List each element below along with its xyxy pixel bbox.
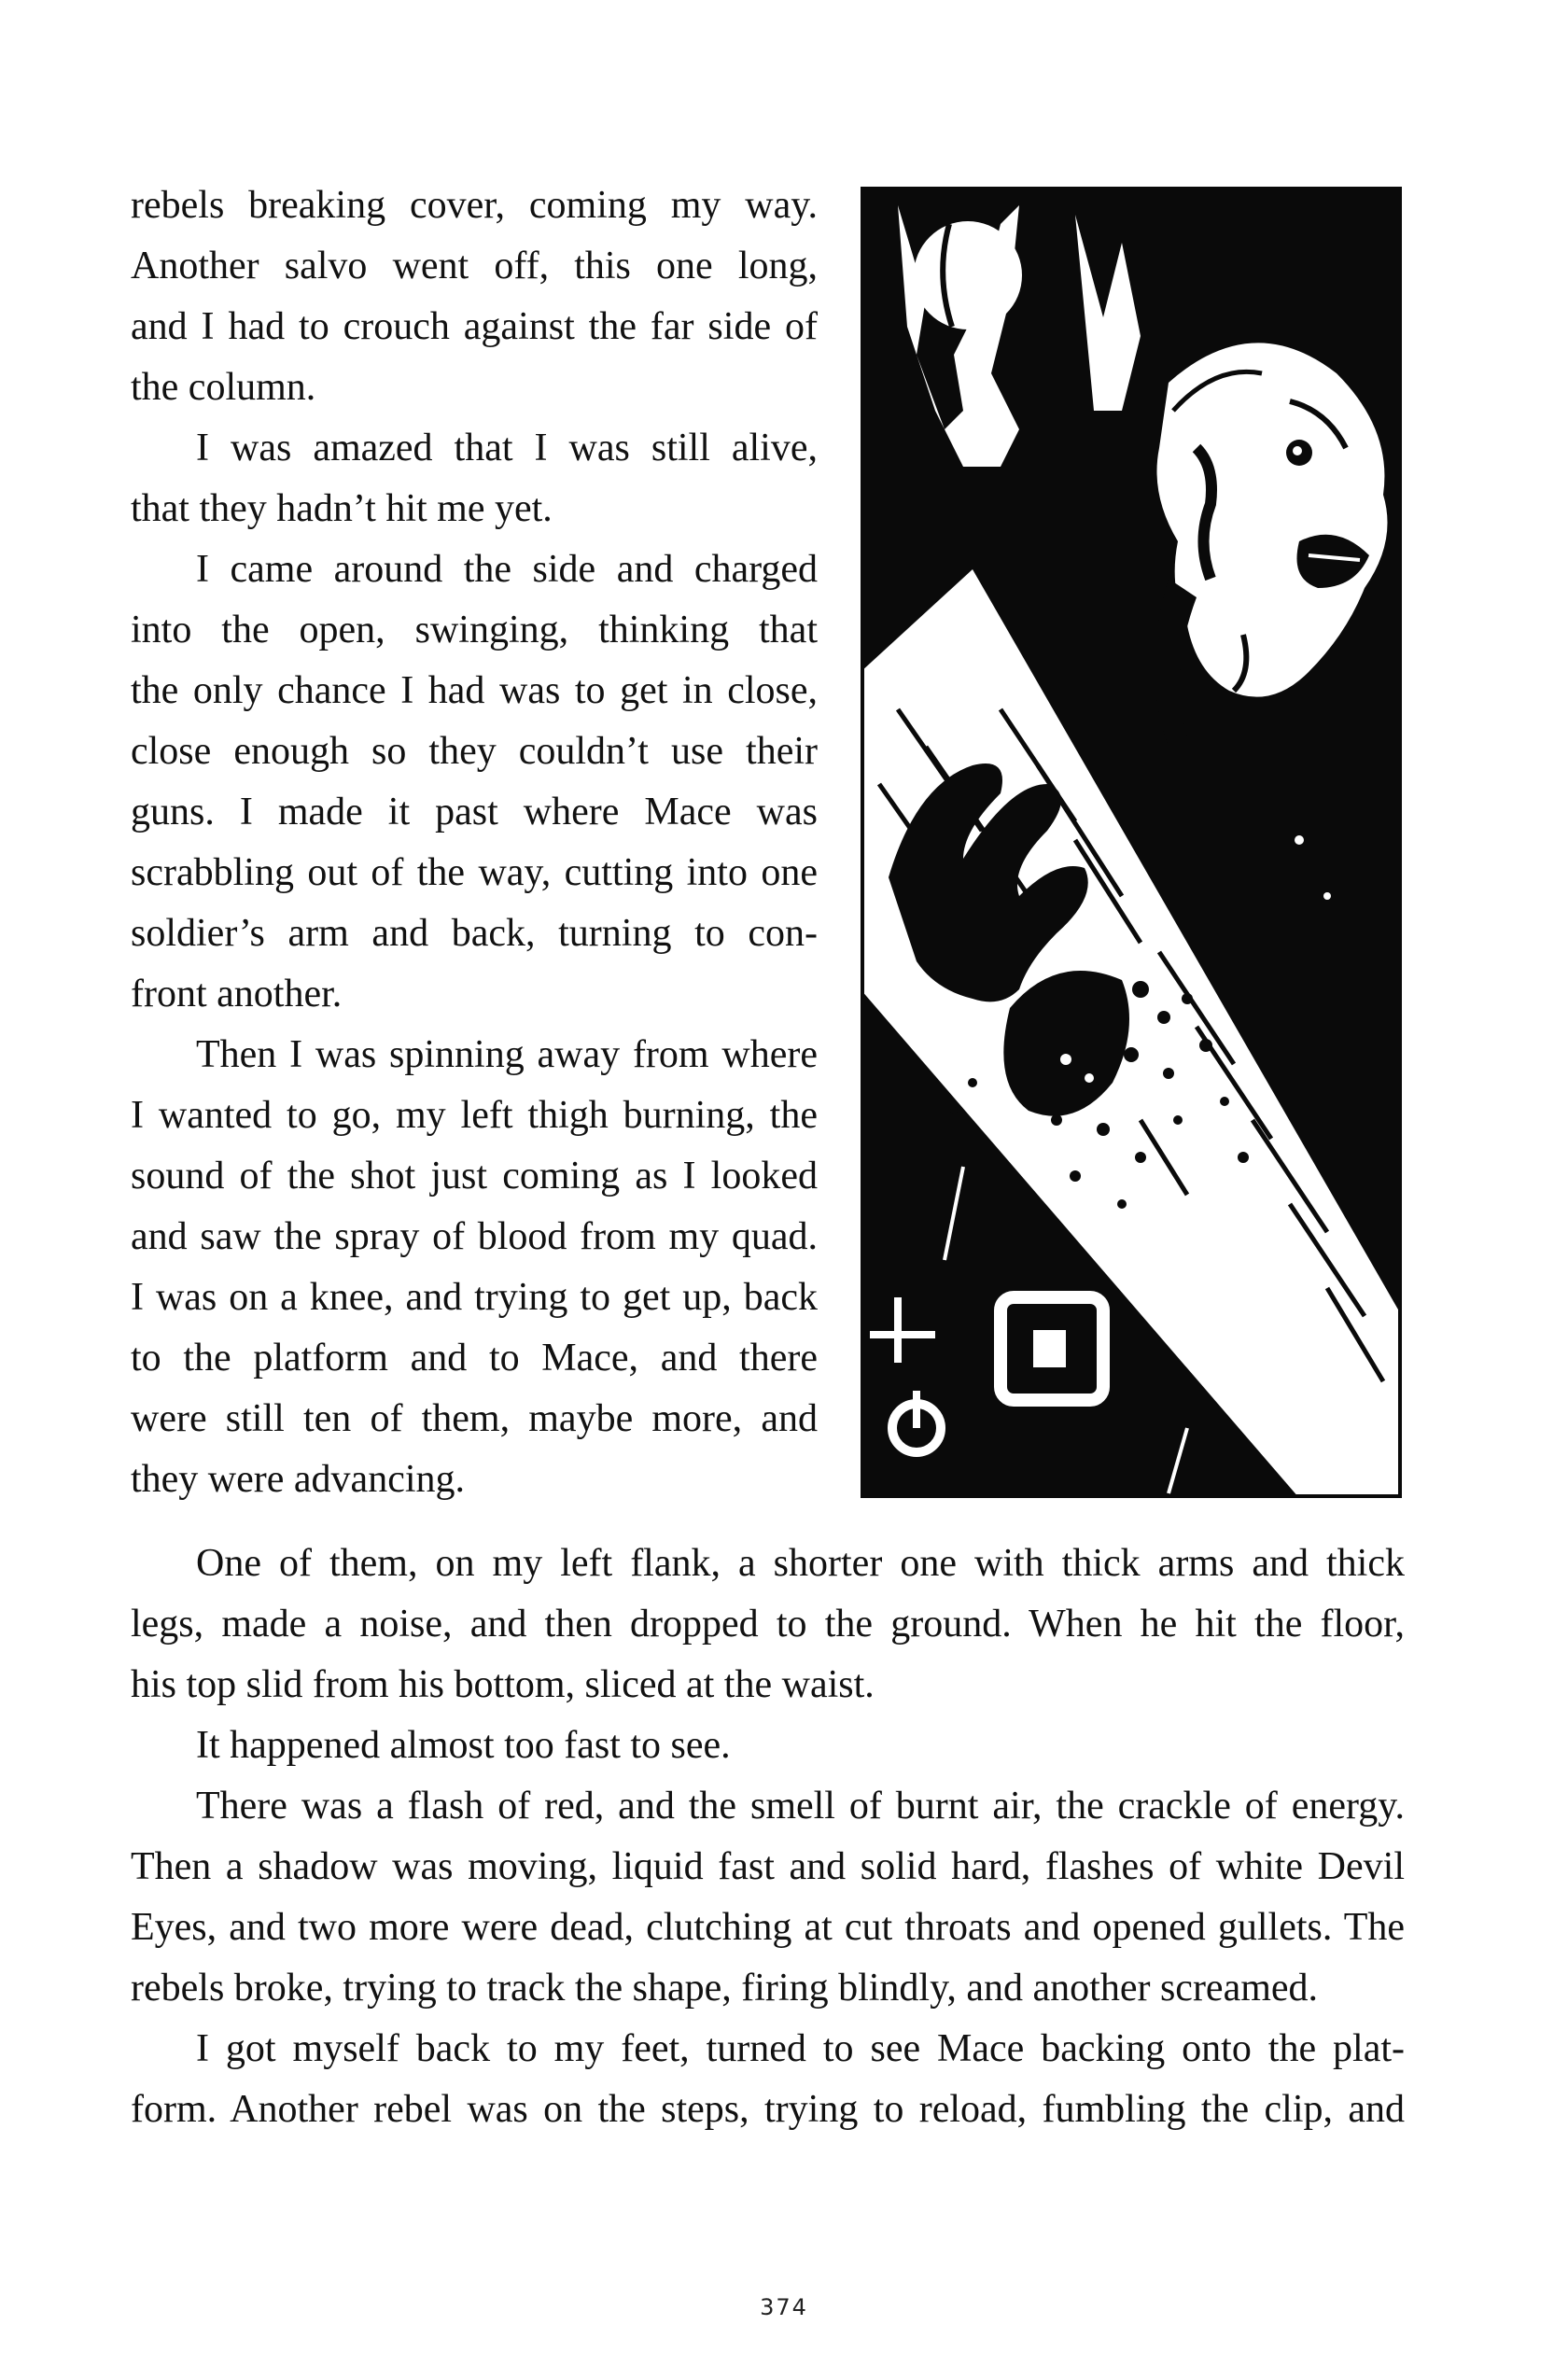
text-line: There was a flash of red, and the smell of burnt air, the crackle of energy. xyxy=(196,1785,1405,1828)
text-line: front another. xyxy=(131,973,343,1015)
text-line: Eyes, and two more were dead, clutching at cut throats and opened gullets. The xyxy=(131,1906,1405,1949)
text-line: I was amazed that I was still alive, xyxy=(196,427,818,469)
text-line: they were advancing. xyxy=(131,1458,466,1501)
text-line: guns. I made it past where Mace was xyxy=(131,791,818,833)
text-line: and saw the spray of blood from my quad. xyxy=(131,1215,818,1258)
text-line: I was on a knee, and trying to get up, back xyxy=(131,1276,818,1319)
text-line: the column. xyxy=(131,366,316,409)
text-line: and I had to crouch against the far side of xyxy=(131,305,818,348)
text-line: were still ten of them, maybe more, and xyxy=(131,1397,818,1440)
text-line: One of them, on my left flank, a shorter one with thick arms and thick xyxy=(196,1542,1405,1585)
text-line: legs, made a noise, and then dropped to the ground. When he hit the floor, xyxy=(131,1603,1405,1646)
text-line: sound of the shot just coming as I looked xyxy=(131,1155,818,1198)
text-line: his top slid from his bottom, sliced at the waist. xyxy=(131,1663,875,1706)
text-line: the only chance I had was to get in close, xyxy=(131,669,818,712)
text-line: rebels broke, trying to track the shape, firing blindly, and another screamed. xyxy=(131,1967,1319,2010)
text-line: soldier’s arm and back, turning to con- xyxy=(131,912,818,955)
page-number: 374 xyxy=(760,2294,808,2320)
text-line: I got myself back to my feet, turned to see Mace backing onto the plat- xyxy=(196,2027,1405,2070)
text-line: close enough so they couldn’t use their xyxy=(131,730,818,773)
text-line: Then I was spinning away from where xyxy=(196,1033,818,1076)
text-line: scrabbling out of the way, cutting into one xyxy=(131,851,818,894)
ink-illustration-icon xyxy=(861,187,1402,1498)
text-line: I came around the side and charged xyxy=(196,548,818,591)
text-line: rebels breaking cover, coming my way. xyxy=(131,184,818,227)
full-width-text xyxy=(131,1534,1405,2140)
text-line: into the open, swinging, thinking that xyxy=(131,609,818,651)
text-line: Another salvo went off, this one long, xyxy=(131,245,818,287)
text-line: I wanted to go, my left thigh burning, the xyxy=(131,1094,818,1137)
text-line: form. Another rebel was on the steps, trying to reload, fumbling the clip, and xyxy=(131,2088,1405,2131)
text-line: It happened almost too fast to see. xyxy=(196,1724,731,1767)
text-line: to the platform and to Mace, and there xyxy=(131,1337,818,1380)
ink-illustration xyxy=(861,187,1402,1498)
left-column-text xyxy=(131,175,818,1510)
text-line: that they hadn’t hit me yet. xyxy=(131,487,553,530)
text-line: Then a shadow was moving, liquid fast and solid hard, flashes of white Devil xyxy=(131,1845,1405,1888)
